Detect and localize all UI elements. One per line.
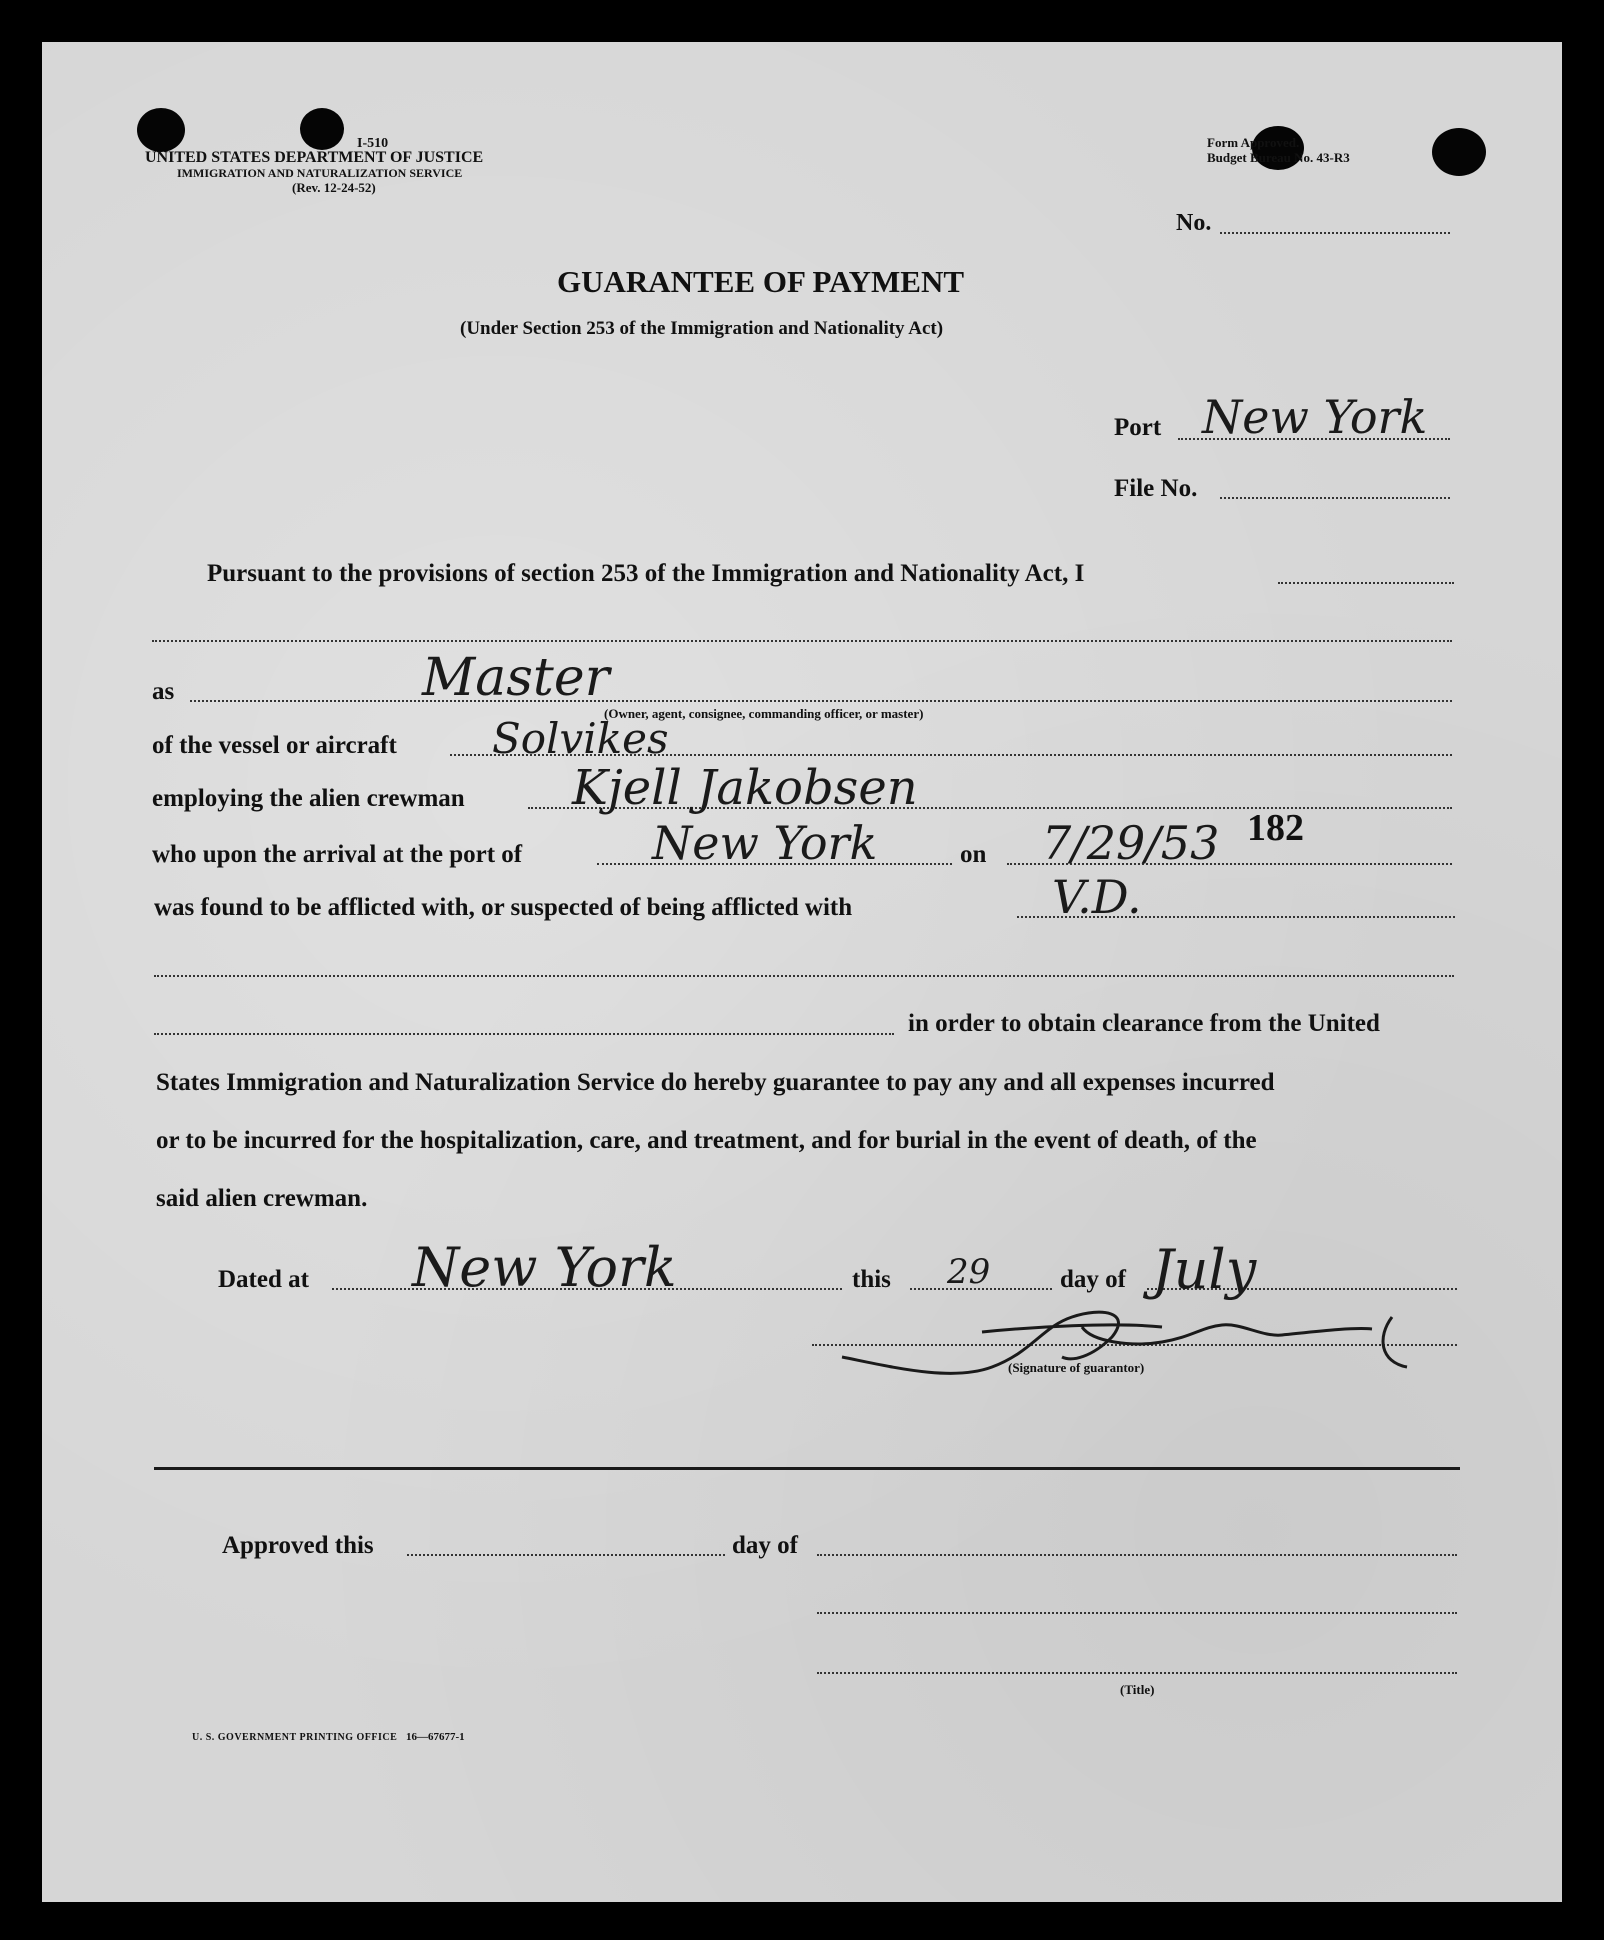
revision-date: (Rev. 12-24-52)	[292, 180, 376, 195]
port-label: Port	[1114, 414, 1162, 441]
approved-day-line	[407, 1554, 725, 1556]
paragraph-line-2: or to be incurred for the hospitalization, care, and treatment, and for burial in the event of death, of the	[156, 1127, 1257, 1154]
clearance-text: in order to obtain clearance from the United	[908, 1010, 1380, 1037]
section-divider	[154, 1467, 1460, 1470]
clearance-line	[154, 1033, 894, 1035]
on-label: on	[960, 841, 987, 868]
pursuant-text: Pursuant to the provisions of section 253 of the Immigration and Nationality Act, I	[207, 560, 1085, 587]
dated-at-value: New York	[412, 1236, 677, 1299]
as-value: Master	[422, 648, 610, 708]
approved-month-line	[817, 1554, 1457, 1556]
vessel-value: Solvikes	[492, 714, 669, 763]
vessel-label: of the vessel or aircraft	[152, 732, 397, 759]
as-caption: (Owner, agent, consignee, commanding officer, or master)	[604, 706, 924, 721]
this-label: this	[852, 1266, 891, 1293]
day-value: 29	[947, 1252, 991, 1292]
service-name: IMMIGRATION AND NATURALIZATION SERVICE	[177, 166, 463, 180]
guarantee-of-payment-form	[42, 42, 1562, 1902]
afflicted-line-2	[154, 975, 1454, 977]
print-code: 16—67677-1	[406, 1731, 465, 1743]
arrival-date-value: 7/29/53	[1042, 816, 1220, 870]
paragraph-line-1: States Immigration and Naturalization Service do hereby guarantee to pay any and all expenses incurred	[156, 1069, 1275, 1096]
punch-hole	[300, 108, 344, 150]
no-line	[1220, 232, 1450, 234]
no-label: No.	[1176, 210, 1212, 236]
afflicted-value: V.D.	[1052, 870, 1142, 924]
budget-bureau: Budget Bureau No. 43-R3	[1207, 150, 1350, 165]
month-value: July	[1152, 1238, 1257, 1301]
arrival-port-value: New York	[652, 816, 878, 870]
punch-hole	[137, 108, 185, 152]
day-of-label: day of	[1060, 1266, 1126, 1293]
approved-day-of-label: day of	[732, 1532, 798, 1559]
approved-label: Approved this	[222, 1532, 374, 1559]
crewman-value: Kjell Jakobsen	[572, 760, 918, 816]
paragraph-line-3: said alien crewman.	[156, 1185, 368, 1212]
as-label: as	[152, 678, 175, 705]
approver-signature-line	[817, 1612, 1457, 1614]
printer-imprint: U. S. GOVERNMENT PRINTING OFFICE	[192, 1732, 398, 1743]
afflicted-label: was found to be afflicted with, or suspected of being afflicted with	[154, 894, 853, 921]
stamp-number: 182	[1247, 807, 1304, 849]
title-caption: (Title)	[1120, 1682, 1155, 1697]
arrival-label: who upon the arrival at the port of	[152, 841, 523, 868]
punch-hole	[1432, 128, 1486, 176]
file-no-line	[1220, 497, 1450, 499]
signature-caption: (Signature of guarantor)	[1008, 1360, 1145, 1375]
form-subtitle: (Under Section 253 of the Immigration and Nationality Act)	[460, 318, 944, 339]
crewman-label: employing the alien crewman	[152, 785, 465, 812]
approver-title-line	[817, 1672, 1457, 1674]
form-title: GUARANTEE OF PAYMENT	[557, 264, 965, 299]
form-number: I-510	[357, 136, 389, 151]
department-name: UNITED STATES DEPARTMENT OF JUSTICE	[145, 149, 484, 166]
dated-at-label: Dated at	[218, 1266, 309, 1293]
port-value: New York	[1202, 390, 1428, 444]
as-line	[190, 700, 1452, 702]
file-no-label: File No.	[1114, 475, 1198, 502]
form-approved: Form Approved.	[1207, 135, 1300, 150]
guarantor-name-line	[1278, 582, 1454, 584]
guarantor-name-line-2	[152, 640, 1452, 642]
